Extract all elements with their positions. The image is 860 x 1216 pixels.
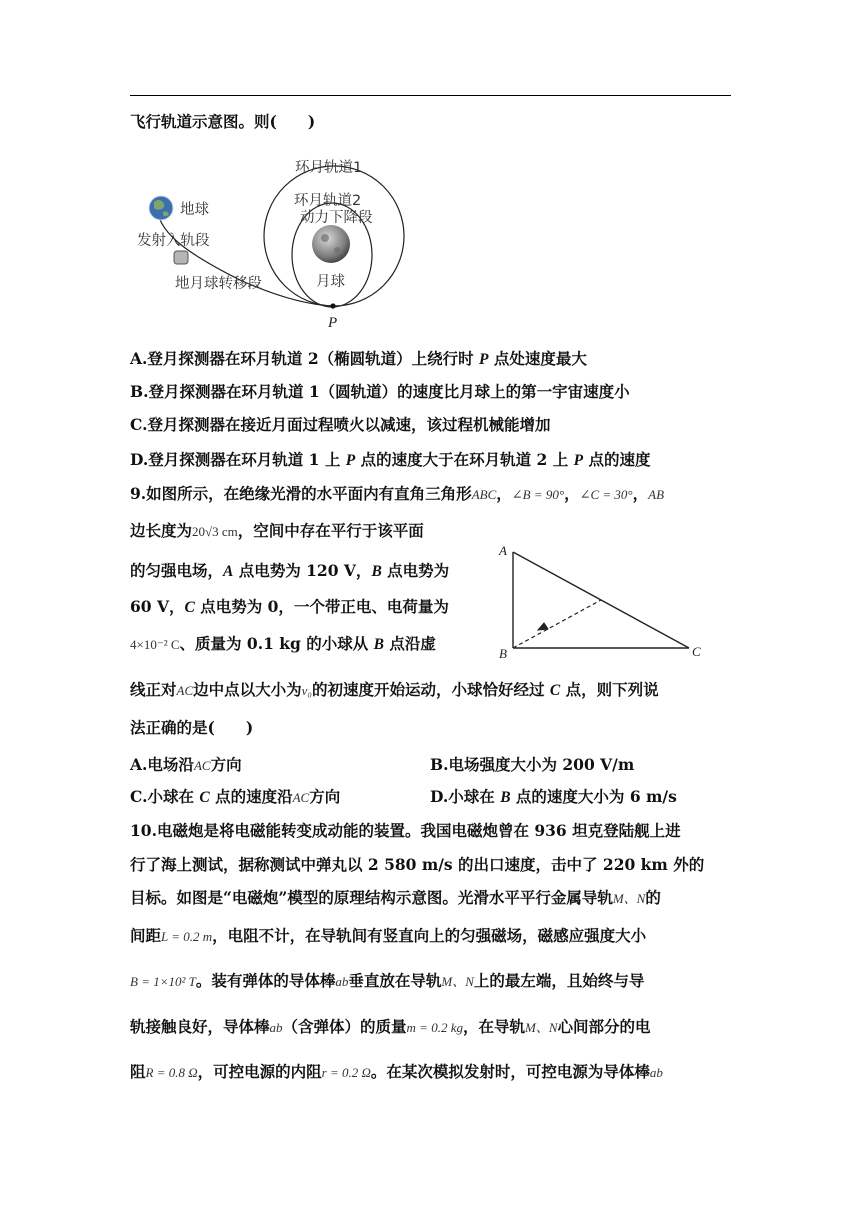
q9-stem-line-1: 9.如图所示，在绝缘光滑的水平面内有直角三角形ABC，∠B = 90°，∠C = 30°，AB	[130, 484, 665, 503]
q10-stem-line-1: 10.电磁炮是将电磁能转变成动能的装置。我国电磁炮曾在 936 坦克登陆舰上进	[130, 821, 681, 840]
q9-stem-line-5: 4×10⁻² C、质量为 0.1 kg 的小球从 B 点沿虚	[130, 634, 436, 653]
q8-option-c: C.登月探测器在接近月面过程喷火以减速，该过程机械能增加	[130, 415, 551, 434]
vertex-b-label: B	[499, 646, 507, 661]
earth-icon	[149, 196, 173, 220]
trajectory-line	[513, 600, 601, 648]
q9-stem-line-4: 60 V，C 点电势为 0，一个带正电、电荷量为	[130, 597, 449, 616]
q9-stem-line-3: 的匀强电场，A 点电势为 120 V，B 点电势为	[130, 561, 450, 580]
q8-option-b: B.登月探测器在环月轨道 1（圆轨道）的速度比月球上的第一宇宙速度小	[130, 382, 630, 401]
moon-icon	[312, 225, 350, 263]
header-rule	[130, 95, 731, 96]
q9-option-d: D.小球在 B 点的速度大小为 6 m/s	[430, 787, 677, 806]
vertex-c-label: C	[692, 644, 701, 659]
q10-stem-line-3: 目标。如图是“电磁炮”模型的原理结构示意图。光滑水平平行金属导轨M、N的	[130, 888, 661, 907]
q8-option-a: A.登月探测器在环月轨道 2（椭圆轨道）上绕行时 P 点处速度最大	[130, 349, 587, 368]
q9-option-a: A.电场沿AC方向	[130, 755, 242, 774]
question-8-stem-tail: 飞行轨道示意图。则( )	[130, 112, 316, 131]
label-orbit-1: 环月轨道1	[295, 160, 363, 176]
q8-option-d: D.登月探测器在环月轨道 1 上 P 点的速度大于在环月轨道 2 上 P 点的速度	[130, 450, 651, 469]
label-point-p: P	[328, 315, 338, 331]
q10-stem-line-6: 轨接触良好，导体棒ab（含弹体）的质量m = 0.2 kg，在导轨M、N心间部分的电	[130, 1017, 651, 1036]
lunar-orbit-diagram	[130, 150, 430, 335]
label-transfer: 地月球转移段	[175, 276, 262, 292]
direction-arrow-icon	[538, 623, 548, 630]
q9-option-b: B.电场强度大小为 200 V/m	[430, 755, 635, 774]
spacecraft-icon	[174, 251, 188, 264]
q10-stem-line-2: 行了海上测试，据称测试中弹丸以 2 580 m/s 的出口速度，击中了 220 km 外的	[130, 855, 705, 874]
label-descent: 动力下降段	[300, 210, 373, 226]
label-moon: 月球	[316, 274, 345, 290]
q10-stem-line-5: B = 1×10² T。装有弹体的导体棒ab垂直放在导轨M、N上的最左端，且始终与导	[130, 971, 645, 990]
label-launch: 发射入轨段	[137, 233, 210, 249]
label-earth: 地球	[180, 202, 209, 218]
q9-stem-line-6: 线正对AC边中点以大小为v₀的初速度开始运动，小球恰好经过 C 点，则下列说	[130, 680, 659, 699]
q9-option-c: C.小球在 C 点的速度沿AC方向	[130, 787, 341, 806]
q9-stem-line-2: 边长度为20√3 cm，空间中存在平行于该平面	[130, 521, 424, 540]
label-orbit-2: 环月轨道2	[294, 193, 362, 209]
q9-stem-line-7: 法正确的是( )	[130, 718, 254, 737]
q10-stem-line-7: 阻R = 0.8 Ω，可控电源的内阻r = 0.2 Ω。在某次模拟发射时，可控电源为导体棒ab	[130, 1062, 663, 1081]
q10-stem-line-4: 间距L = 0.2 m，电阻不计，在导轨间有竖直向上的匀强磁场，磁感应强度大小	[130, 926, 647, 945]
vertex-a-label: A	[499, 543, 507, 558]
point-p-dot	[330, 303, 335, 308]
triangle-diagram	[496, 540, 716, 665]
